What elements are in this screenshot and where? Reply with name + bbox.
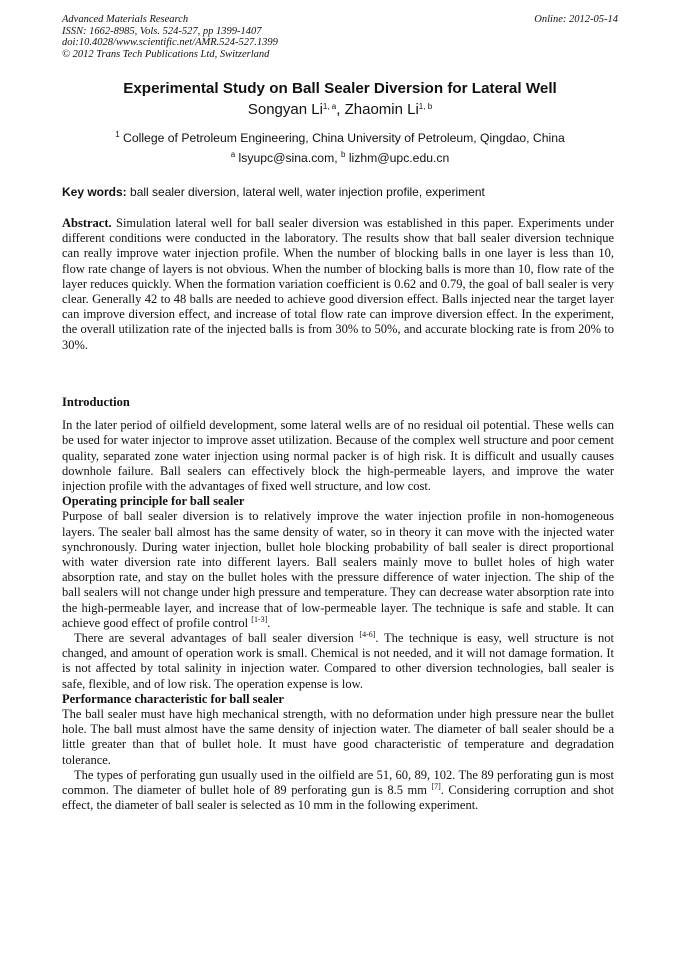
performance-paragraph-2 xyxy=(62,768,614,814)
operating-text-2b: . The technique is easy, well structure is not changed, and amount of operation work is small. Chemical is not needed, and it will not damage formation. It is not affected by total salinity in injection water. Compared to other diversion technologies, ball sealer is safe, flexible, and of low risk. The operation expense is low. xyxy=(62,631,614,691)
author-line xyxy=(62,101,618,118)
author-1-affil: 1, a xyxy=(322,102,337,111)
author-separator: , xyxy=(336,101,345,118)
email-a-mark: a xyxy=(230,150,236,159)
performance-paragraph-1: The ball sealer must have high mechanical strength, with no deformation under high pressure near the bullet hole. The ball must almost have the same density of injection water. The diameter of ball sealer should be a little greater than that of bullet hole. It must have good characteristic of temperature and degradation tolerance. xyxy=(62,707,614,767)
issn-line: ISSN: 1662-8985, Vols. 524-527, pp 1399-1407 xyxy=(62,25,262,37)
section-heading-performance: Performance characteristic for ball sealer xyxy=(62,691,284,706)
author-2-affil: 1, b xyxy=(418,102,433,111)
affiliation-text: College of Petroleum Engineering, China University of Petroleum, Qingdao, China xyxy=(119,131,565,145)
affiliation xyxy=(62,131,618,145)
operating-text-1: Purpose of ball sealer diversion is to relatively improve the water injection profile in non-homogeneous layers. The sealer ball almost has the same density of water, so in theory it can move with the injected water synchronously. During water injection, bullet hole blocking probability of ball sealer is direct proportional with water diversion rate into different layers. Ball sealers mainly move to bullet holes of high water absorption rate, and stay on the bullet holes with the pressure difference of water injection. The ship of the ball sealers will not change under high pressure and temperature. They can decrease water absorption rate into the high-permeable layer, and increase that of low-permeable layer. The technique is safe and stable. It can achieve good effect of profile control xyxy=(62,509,614,630)
affiliation-mark: 1 xyxy=(115,130,120,139)
citation-1-3: [1-3] xyxy=(251,614,268,624)
author-2: Zhaomin Li xyxy=(344,101,419,118)
journal-name: Advanced Materials Research xyxy=(62,14,189,25)
abstract-label: Abstract. xyxy=(62,216,112,230)
operating-paragraph-1 xyxy=(62,509,614,631)
section-heading-introduction: Introduction xyxy=(62,395,130,409)
author-1: Songyan Li xyxy=(247,101,323,118)
doi-line: doi:10.4028/www.scientific.net/AMR.524-527.1399 xyxy=(62,37,278,48)
email-b-mark: b xyxy=(341,150,346,159)
email-line xyxy=(62,151,618,165)
performance-text-2b: . Considering corruption and shot effect, the diameter of ball sealer is selected as 10 mm in the following experiment. xyxy=(62,783,614,813)
email-b: lizhm@upc.edu.cn xyxy=(345,151,450,165)
abstract-text: Simulation lateral well for ball sealer diversion was established in this paper. Experiments under different conditions were conducted in the laboratory. The results show that ball sealer diversion technique can really improve water injection profile. When the number of blocking balls in one layer is less than 10, flow rate change of layers is not obvious. When the number of blocking balls is more than 10, flow rate of the layer reduces quickly. When the formation variation coefficient is 0.62 and 0.79, the goal of ball sealer is very clear. Generally 42 to 48 balls are needed to achieve good diversion effect. Balls injected near the target layer can improve diversion effect, and increase of total flow rate can improve diversion effect. In the experiment, the overall utilization rate of the injected balls is from 30% to 50%, and accurate blocking rate is from 20% to 30%. xyxy=(62,216,614,352)
email-a: lsyupc@sina.com, xyxy=(235,151,341,165)
copyright-line: © 2012 Trans Tech Publications Ltd, Switzerland xyxy=(62,48,270,60)
keywords-label: Key words: xyxy=(62,185,127,199)
citation-7: [7] xyxy=(431,782,441,792)
operating-paragraph-2 xyxy=(62,631,614,692)
journal-header xyxy=(62,14,618,60)
operating-text-2a: There are several advantages of ball sealer diversion xyxy=(74,631,360,646)
citation-4-6: [4-6] xyxy=(359,630,376,640)
keywords xyxy=(62,185,618,199)
online-date: Online: 2012-05-14 xyxy=(534,14,618,25)
section-heading-operating-principle: Operating principle for ball sealer xyxy=(62,494,245,509)
performance-text-2a: The types of perforating gun usually used in the oilfield are 51, 60, 89, 102. The 89 perforating gun is most common. The diameter of bullet hole of 89 perforating gun is 8.5 mm xyxy=(62,767,614,798)
intro-paragraph: In the later period of oilfield development, some lateral wells are of no residual oil potential. These wells can be used for water injector to improve asset utilization. Because of the complex well structure and poor cement quality, separated zone water injection using normal packer is of high risk. It is difficult and usually causes downhole failure. Ball sealers can effectively block the high-permeable layers, and improve the water injection profile with the advantages of fixed well structure, and low cost. xyxy=(62,418,614,494)
operating-text-1-end: . xyxy=(267,615,271,630)
paper-title: Experimental Study on Ball Sealer Diversion for Lateral Well xyxy=(123,80,557,97)
main-body xyxy=(62,395,614,813)
keywords-text: ball sealer diversion, lateral well, water injection profile, experiment xyxy=(126,185,485,199)
abstract xyxy=(62,216,614,353)
